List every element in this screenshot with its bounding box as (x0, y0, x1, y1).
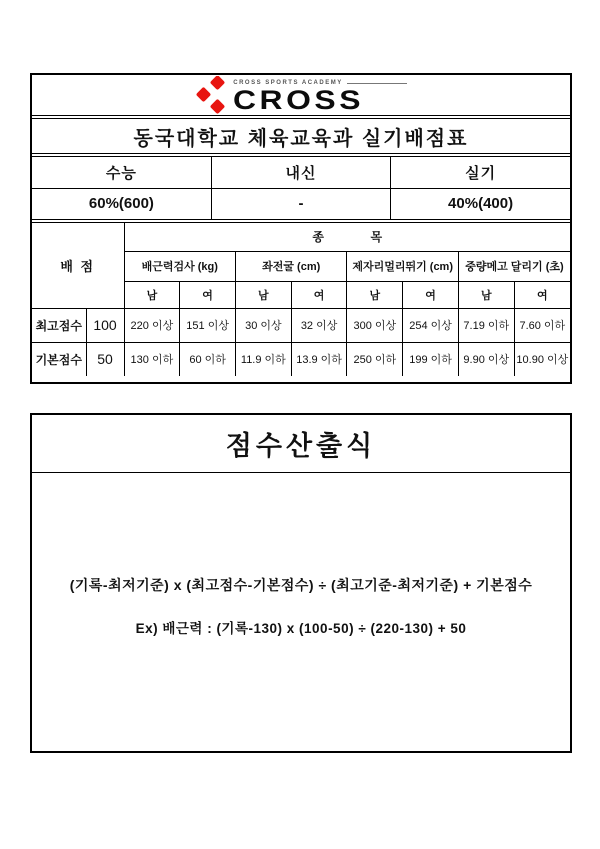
ratio-value-suneung: 60%(600) (32, 188, 211, 219)
scoring-box (30, 73, 572, 384)
logo-brand-text: CROSS (233, 85, 365, 115)
score-table-group-header: 종 목 (124, 223, 570, 251)
event-back-strength: 배근력검사 (kg) (124, 251, 235, 281)
event-weighted-run: 중량메고 달리기 (초) (458, 251, 570, 281)
score-table (32, 223, 570, 376)
logo-text (233, 80, 406, 114)
score-cell: 250 이하 (347, 342, 403, 376)
score-cell: 130 이하 (124, 342, 180, 376)
score-cell: 254 이상 (403, 308, 459, 342)
formula-box (30, 413, 572, 753)
logo-tagline-text: CROSS SPORTS ACADEMY (233, 80, 343, 86)
score-cell: 30 이상 (235, 308, 291, 342)
gender-label: 남 (458, 281, 514, 308)
score-cell: 7.60 이하 (514, 308, 570, 342)
score-cell: 220 이상 (124, 308, 180, 342)
formula-text: (기록-최저기준) x (최고점수-기본점수) ÷ (최고기준-최저기준) + 기본점수 (69, 577, 533, 593)
score-cell: 9.90 이상 (458, 342, 514, 376)
gender-label: 남 (235, 281, 291, 308)
score-cell: 199 이하 (403, 342, 459, 376)
row-label-base: 기본점수 (32, 342, 86, 376)
ratio-table (32, 157, 570, 219)
row-score-max: 100 (86, 308, 124, 342)
cross-diamonds-icon (195, 76, 229, 114)
ratio-header-suneung: 수능 (32, 157, 211, 188)
ratio-header-naesin: 내신 (211, 157, 390, 188)
ratio-value-silgi: 40%(400) (391, 188, 570, 219)
logo-inner (195, 76, 406, 114)
score-cell: 151 이상 (180, 308, 236, 342)
tagline-rule (347, 83, 407, 84)
ratio-table-wrap (32, 157, 570, 223)
ratio-value-naesin: - (211, 188, 390, 219)
gender-label: 남 (347, 281, 403, 308)
score-cell: 7.19 이하 (458, 308, 514, 342)
ratio-header-row (32, 157, 570, 188)
formula-section-title: 점수산출식 (32, 415, 570, 473)
formula-body (32, 473, 570, 637)
page-title: 동국대학교 체육교육과 실기배점표 (32, 119, 570, 157)
gender-label: 남 (124, 281, 180, 308)
score-row-max (32, 308, 570, 342)
formula-example-text: Ex) 배근력 : (기록-130) x (100-50) ÷ (220-130) + 50 (135, 621, 467, 636)
gender-label: 여 (180, 281, 236, 308)
gender-label: 여 (291, 281, 347, 308)
ratio-header-silgi: 실기 (391, 157, 570, 188)
score-table-group-row (32, 223, 570, 251)
ratio-value-row (32, 188, 570, 219)
score-cell: 13.9 이하 (291, 342, 347, 376)
score-cell: 32 이상 (291, 308, 347, 342)
score-cell: 10.90 이상 (514, 342, 570, 376)
gender-label: 여 (403, 281, 459, 308)
score-table-corner: 배 점 (32, 223, 124, 308)
gender-label: 여 (514, 281, 570, 308)
row-label-max: 최고점수 (32, 308, 86, 342)
row-score-base: 50 (86, 342, 124, 376)
event-sit-and-reach: 좌전굴 (cm) (235, 251, 346, 281)
score-row-base (32, 342, 570, 376)
score-cell: 300 이상 (347, 308, 403, 342)
logo (32, 75, 570, 119)
score-cell: 11.9 이하 (235, 342, 291, 376)
score-cell: 60 이하 (180, 342, 236, 376)
event-standing-long-jump: 제자리멀리뛰기 (cm) (347, 251, 458, 281)
